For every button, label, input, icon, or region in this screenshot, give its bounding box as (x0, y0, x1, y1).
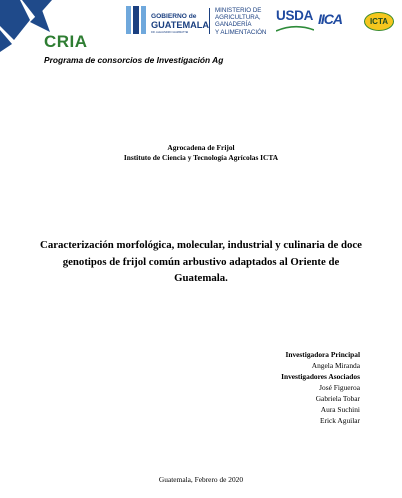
institute-label: Instituto de Ciencia y Tecnología Agrícolas ICTA (123, 153, 279, 162)
guatemala-emblem-icon (126, 6, 146, 34)
cria-wordmark: CRIA (44, 32, 88, 51)
usda-wordmark: USDA (276, 8, 314, 23)
ministry-line: Y ALIMENTACIÓN (215, 28, 267, 36)
icta-logo: ICTA (364, 12, 394, 31)
gobierno-guatemala-logo (126, 4, 214, 36)
program-title: Programa de consorcios de Investigación Ag (44, 55, 224, 65)
gobierno-line3: DR. ALEJANDRO GIAMMATTEI (151, 31, 189, 34)
gobierno-line2: GUATEMALA (151, 20, 210, 30)
header-divider (209, 8, 210, 34)
agrochain-label: Agrocadena de Frijol (167, 143, 235, 152)
footer-date: Guatemala, Febrero de 2020 (158, 475, 244, 484)
associate-name: Aura Suchini (320, 405, 360, 414)
document-title: Caracterización morfológica, molecular, industrial y culinaria de doce genotipos de frijol común arbustivo adaptados al Oriente de Guatemala. (40, 239, 362, 284)
ministry-label (215, 7, 266, 36)
iica-logo: IICA (318, 11, 342, 27)
usda-swoosh-icon (276, 25, 314, 33)
principal-heading: Investigadora Principal (285, 350, 360, 359)
gobierno-line1: GOBIERNO de (151, 13, 197, 20)
ministry-line: AGRICULTURA, (215, 14, 261, 22)
associate-name: Erick Aguilar (319, 416, 360, 425)
associate-name: Gabriela Tobar (315, 394, 360, 403)
principal-name: Angela Miranda (311, 361, 360, 370)
ministry-line: GANADERÍA (215, 21, 252, 29)
associate-name: José Figueroa (319, 383, 360, 392)
usda-logo (276, 8, 314, 34)
associates-heading: Investigadores Asociados (281, 372, 360, 381)
ministry-line: MINISTERIO DE (215, 7, 262, 14)
